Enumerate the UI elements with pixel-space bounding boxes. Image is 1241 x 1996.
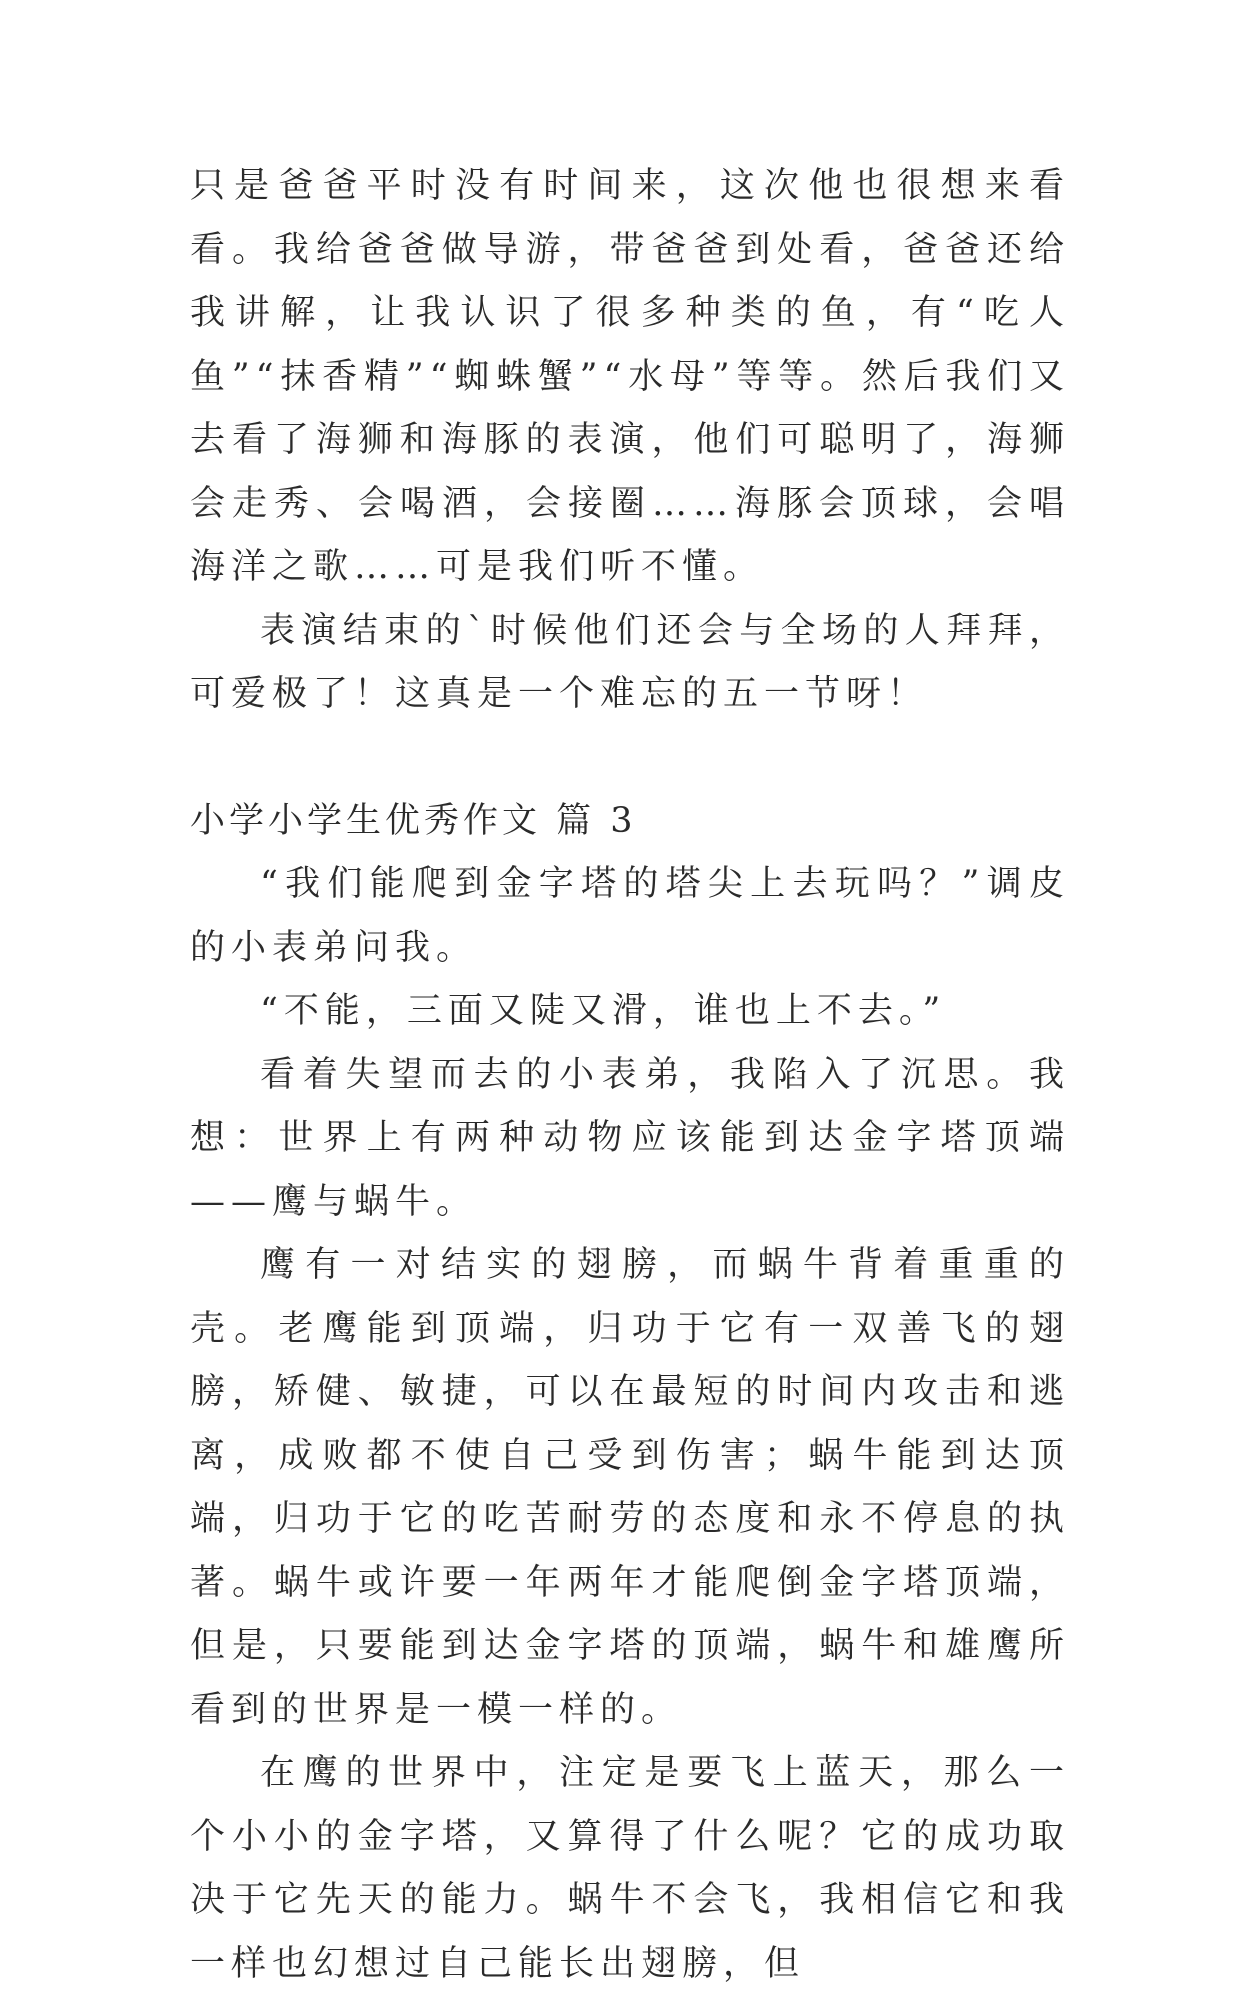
paragraph: 在鹰的世界中，注定是要飞上蓝天，那么一个小小的金字塔，又算得了什么呢？它的成功取决于它先天的能力。蜗牛不会飞，我相信它和我一样也幻想过自己能长出翅膀，但 bbox=[190, 1753, 1070, 1984]
section-heading: 小学小学生优秀作文 篇 3 bbox=[190, 800, 637, 841]
document-page bbox=[190, 155, 1070, 1996]
paragraph: “我们能爬到金字塔的塔尖上去玩吗？”调皮的小表弟问我。 bbox=[190, 864, 1070, 968]
paragraph: 鹰有一对结实的翅膀，而蜗牛背着重重的壳。老鹰能到顶端，归功于它有一双善飞的翅膀，矫健、敏捷，可以在最短的时间内攻击和逃离，成败都不使自己受到伤害；蜗牛能到达顶端，归功于它的吃苦耐劳的态度和永不停息的执著。蜗牛或许要一年两年才能爬倒金字塔顶端，但是，只要能到达金字塔的顶端，蜗牛和雄鹰所看到的世界是一模一样的。 bbox=[190, 1245, 1070, 1730]
paragraph: 看着失望而去的小表弟，我陷入了沉思。我想：世界上有两种动物应该能到达金字塔顶端——鹰与蜗牛。 bbox=[190, 1054, 1070, 1222]
paragraph-continued: 只是爸爸平时没有时间来，这次他也很想来看看。我给爸爸做导游，带爸爸到处看，爸爸还给我讲解，让我认识了很多种类的鱼，有“吃人鱼”“抹香精”“蜘蛛蟹”“水母”等等。然后我们又去看了海狮和海豚的表演，他们可聪明了，海狮会走秀、会喝酒，会接圈……海豚会顶球，会唱海洋之歌……可是我们听不懂。 bbox=[190, 166, 1070, 587]
paragraph-ending: 表演结束的`时候他们还会与全场的人拜拜，可爱极了！这真是一个难忘的五一节呀！ bbox=[190, 610, 1070, 714]
paragraph: “不能，三面又陡又滑，谁也上不去。” bbox=[260, 991, 947, 1031]
